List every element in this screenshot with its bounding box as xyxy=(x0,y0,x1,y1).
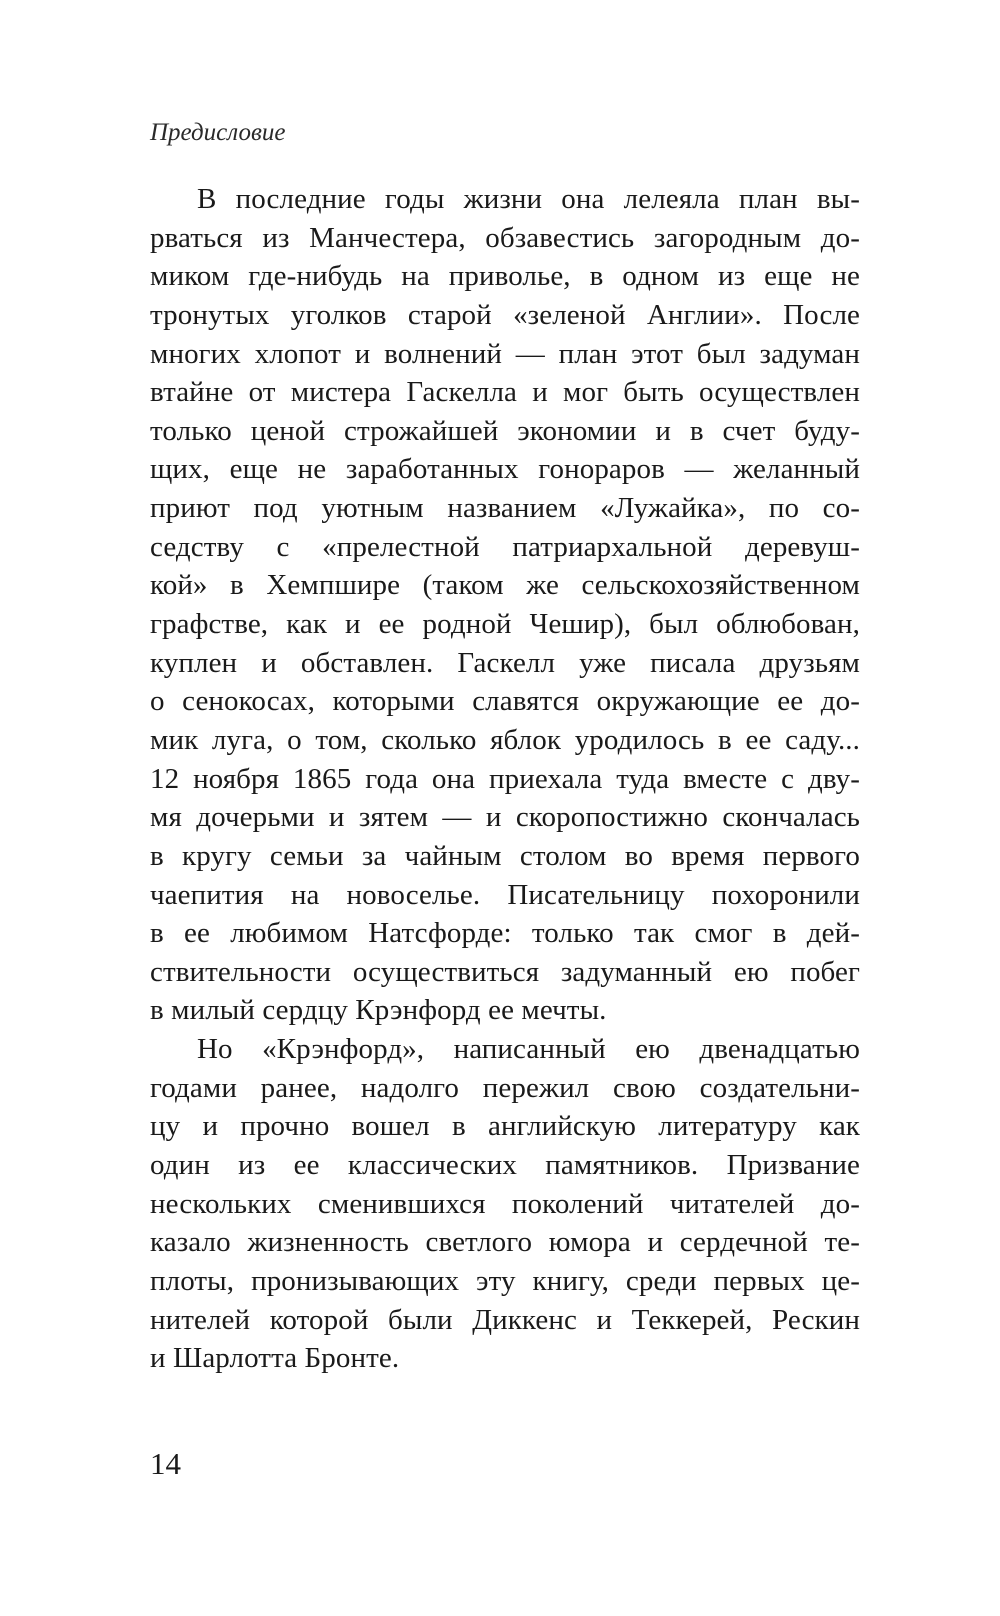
text-line: в кругу семьи за чайным столом во время первого xyxy=(150,839,860,872)
text-line: цу и прочно вошел в английскую литературу как xyxy=(150,1110,860,1143)
text-line: приют под уютным названием «Лужайка», по со- xyxy=(150,492,860,525)
text-line: только ценой строжайшей экономии и в счет буду- xyxy=(150,414,860,447)
running-head: Предисловие xyxy=(150,119,286,146)
text-line: втайне от мистера Гаскелла и мог быть осуществлен xyxy=(150,376,860,409)
text-line: годами ранее, надолго пережил свою создательни- xyxy=(150,1071,860,1104)
paragraph-2 xyxy=(150,1030,860,1378)
text-line: щих, еще не заработанных гонораров — желанный xyxy=(150,453,860,486)
text-line: чаепития на новоселье. Писательницу похоронили xyxy=(150,878,860,911)
text-line: мя дочерьми и зятем — и скоропостижно скончалась xyxy=(150,801,860,834)
text-line: мик луга, о том, сколько яблок уродилось в ее саду... xyxy=(150,723,860,756)
text-line: многих хлопот и волнений — план этот был задуман xyxy=(150,337,860,370)
text-line: в ее любимом Натсфорде: только так смог в дей- xyxy=(150,917,860,950)
text-line: кой» в Хемпшире (таком же сельскохозяйственном xyxy=(150,569,860,602)
text-line: миком где-нибудь на приволье, в одном из еще не xyxy=(150,260,860,293)
text-line: плоты, пронизывающих эту книгу, среди первых це- xyxy=(150,1264,860,1297)
text-line: тронутых уголков старой «зеленой Англии». После xyxy=(150,298,860,331)
text-line: в милый сердцу Крэнфорд ее мечты. xyxy=(150,994,607,1027)
text-line: нителей которой были Диккенс и Теккерей, Рескин xyxy=(150,1303,860,1336)
text-line: Но «Крэнфорд», написанный ею двенадцатью xyxy=(197,1033,860,1066)
paragraph-1 xyxy=(150,180,860,1030)
text-line: казало жизненность светлого юмора и сердечной те- xyxy=(150,1226,860,1259)
text-line: графстве, как и ее родной Чешир), был облюбован, xyxy=(150,608,860,641)
text-line: седству с «прелестной патриархальной деревуш- xyxy=(150,530,860,563)
text-line: В последние годы жизни она лелеяла план вы- xyxy=(197,183,860,215)
text-line: один из ее классических памятников. Призвание xyxy=(150,1149,860,1182)
text-line: рваться из Манчестера, обзавестись загородным до- xyxy=(150,221,860,254)
text-line: и Шарлотта Бронте. xyxy=(150,1342,400,1375)
page-number: 14 xyxy=(150,1446,181,1481)
text-line: ствительности осуществиться задуманный ею побег xyxy=(150,955,860,988)
text-line: куплен и обставлен. Гаскелл уже писала друзьям xyxy=(150,646,860,679)
book-page xyxy=(150,0,860,1616)
text-line: нескольких сменившихся поколений читателей до- xyxy=(150,1187,860,1220)
text-line: 12 ноября 1865 года она приехала туда вместе с дву- xyxy=(150,762,860,795)
text-line: о сенокосах, которыми славятся окружающие ее до- xyxy=(150,685,860,718)
body-text xyxy=(150,180,860,1378)
